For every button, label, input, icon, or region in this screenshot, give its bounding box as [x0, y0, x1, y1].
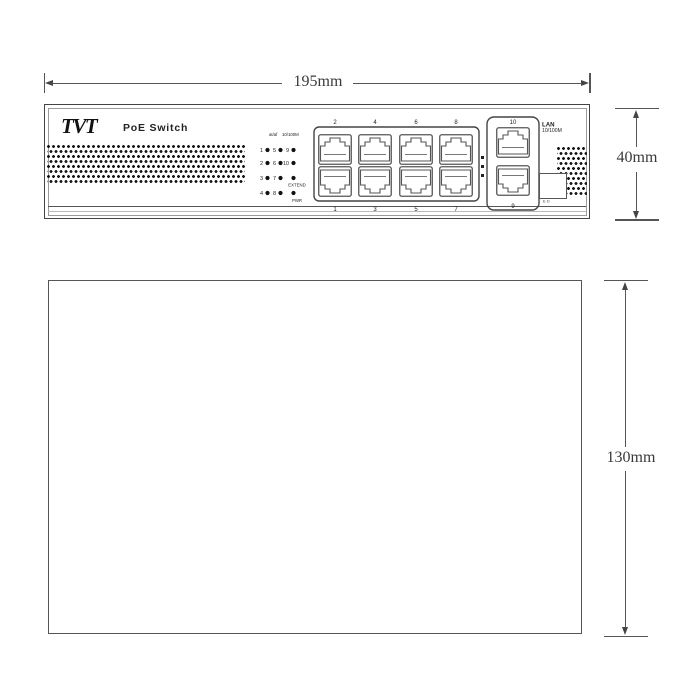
height-dim-line-upper	[636, 117, 637, 147]
height-dim-line-lower	[636, 172, 637, 212]
led-indicator	[278, 191, 282, 195]
vent-dot-icon	[481, 156, 484, 159]
width-dim-label: 195mm	[293, 73, 343, 90]
rj45-port-icon	[497, 166, 530, 196]
depth-dim-line-lower	[625, 471, 626, 628]
pwr-label: PWR	[291, 198, 303, 203]
vent-grille-left-icon	[47, 145, 245, 185]
led-num: 10	[282, 161, 289, 167]
led-num: 8	[272, 191, 276, 197]
dc-power-jack	[539, 173, 567, 199]
led-num: 9	[285, 148, 289, 154]
vent-dot-icon	[481, 174, 484, 177]
port-number: 9	[511, 204, 515, 210]
top-view-outline	[48, 280, 582, 634]
led-indicator	[265, 161, 269, 165]
led-indicator	[278, 148, 282, 152]
port-number: 6	[414, 120, 418, 126]
led-indicator	[291, 148, 295, 152]
rj45-port-icon	[497, 128, 530, 158]
led-num: 2	[259, 161, 263, 167]
led-indicator	[278, 176, 282, 180]
depth-cap-bottom	[604, 636, 648, 638]
port-number: 8	[454, 120, 458, 126]
port-number: 4	[373, 120, 377, 126]
port-number: 2	[333, 120, 337, 126]
arrowhead-right-icon	[581, 80, 589, 86]
rj45-port-icon	[359, 167, 392, 197]
brand-logo: TVT	[61, 114, 97, 138]
led-indicator	[265, 148, 269, 152]
lan-label: LAN	[542, 121, 555, 128]
lan-label-block	[542, 121, 562, 134]
led-indicator	[265, 191, 269, 195]
rj45-port-icon	[319, 167, 352, 197]
led-num: 5	[272, 148, 276, 154]
led-indicator	[265, 176, 269, 180]
led-indicator	[291, 161, 295, 165]
port-groups	[307, 113, 543, 215]
height-cap-bottom	[615, 219, 659, 221]
led-num: 1	[259, 148, 263, 154]
led-num: 6	[272, 161, 276, 167]
led-num: 4	[259, 191, 263, 197]
rj45-port-icon	[400, 167, 433, 197]
height-dim-label: 40mm	[616, 149, 658, 166]
port-number: 10	[509, 120, 517, 126]
front-panel-view	[44, 104, 590, 219]
vent-dot-icon	[481, 165, 484, 168]
led-num: 7	[272, 176, 276, 182]
arrowhead-down-icon	[633, 211, 639, 219]
port-number: 5	[414, 207, 418, 213]
rj45-port-icon	[440, 167, 473, 197]
port-number: 1	[333, 207, 337, 213]
rj45-port-icon	[400, 135, 433, 165]
depth-dim-label: 130mm	[606, 449, 656, 466]
port-number: 3	[373, 207, 377, 213]
arrowhead-down-icon	[622, 627, 628, 635]
led-extend-indicator	[291, 176, 295, 180]
width-dim-line-left	[51, 83, 282, 84]
lan-speed-label: 10/100M	[542, 127, 562, 134]
rj45-port-icon	[359, 135, 392, 165]
product-name-label: PoE Switch	[123, 122, 189, 134]
depth-dim-line-upper	[625, 289, 626, 447]
led-header-right: 10/100M	[282, 132, 299, 137]
rj45-port-icon	[319, 135, 352, 165]
width-dim-line-right	[353, 83, 582, 84]
port-number: 7	[454, 207, 458, 213]
led-header-left: at/af	[269, 132, 278, 137]
extend-label: EXTEND	[288, 182, 306, 188]
power-marks-label: E D	[543, 199, 550, 204]
width-ext-tick-right	[589, 73, 591, 93]
led-pwr-indicator	[291, 191, 295, 195]
rj45-port-icon	[440, 135, 473, 165]
led-num: 3	[259, 176, 263, 182]
